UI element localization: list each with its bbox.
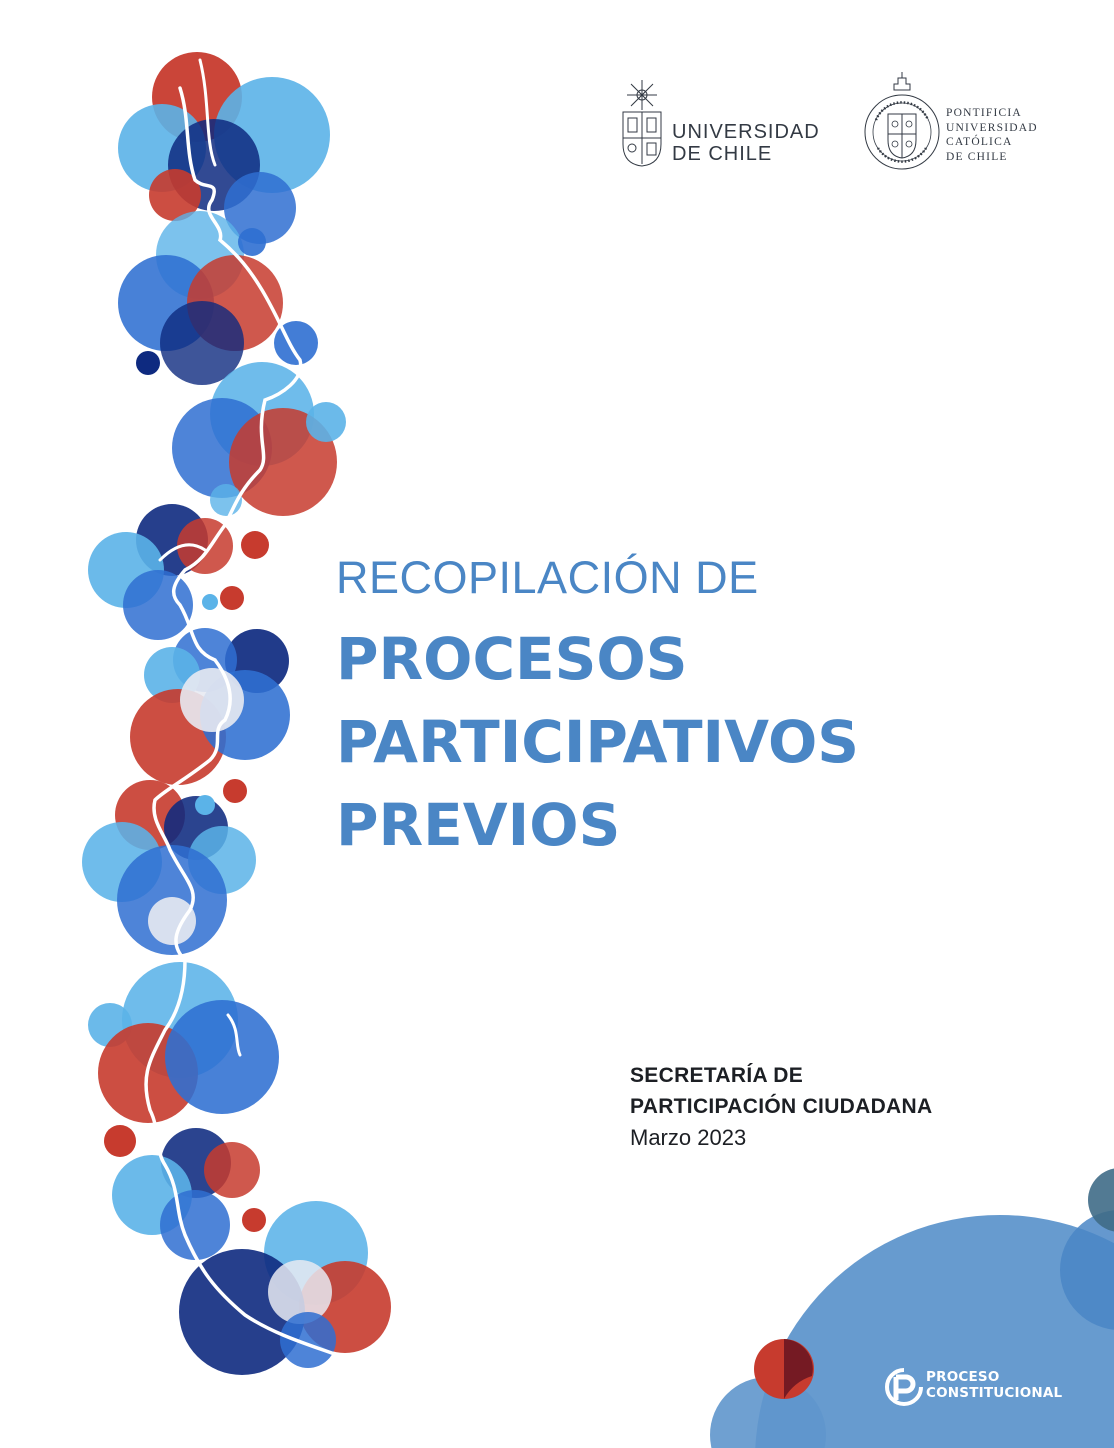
title-line2: PARTICIPATIVOS <box>336 708 860 776</box>
title-line3: PREVIOS <box>336 791 621 859</box>
proceso-constitucional-logo <box>884 1367 1084 1407</box>
author-block <box>630 1060 1050 1153</box>
uchile-emblem-icon <box>620 78 670 170</box>
puc-name-line3: CATÓLICA <box>946 136 1013 148</box>
uchile-name-line2: DE CHILE <box>672 143 773 165</box>
proceso-constitucional-icon <box>884 1367 924 1407</box>
title-line1: PROCESOS <box>336 625 688 693</box>
publication-date: Marzo 2023 <box>630 1125 747 1150</box>
uchile-name-line1: UNIVERSIDAD <box>672 121 820 143</box>
title-subtitle: RECOPILACIÓN DE <box>336 552 759 603</box>
puc-name-line1: PONTIFICIA <box>946 107 1022 119</box>
title-main <box>336 618 1036 867</box>
author-name <box>630 1060 1050 1122</box>
author-line1: SECRETARÍA DE <box>630 1064 804 1087</box>
universidad-de-chile-logo <box>620 78 835 170</box>
puc-name-line4: DE CHILE <box>946 150 1008 163</box>
proceso-line1: PROCESO <box>926 1369 1000 1385</box>
puc-seal-icon <box>862 70 944 174</box>
puc-logo <box>862 70 1052 174</box>
proceso-line2: CONSTITUCIONAL <box>926 1385 1063 1401</box>
puc-name-line2: UNIVERSIDAD <box>946 121 1038 134</box>
document-title <box>336 548 1036 867</box>
author-line2: PARTICIPACIÓN CIUDADANA <box>630 1095 933 1118</box>
